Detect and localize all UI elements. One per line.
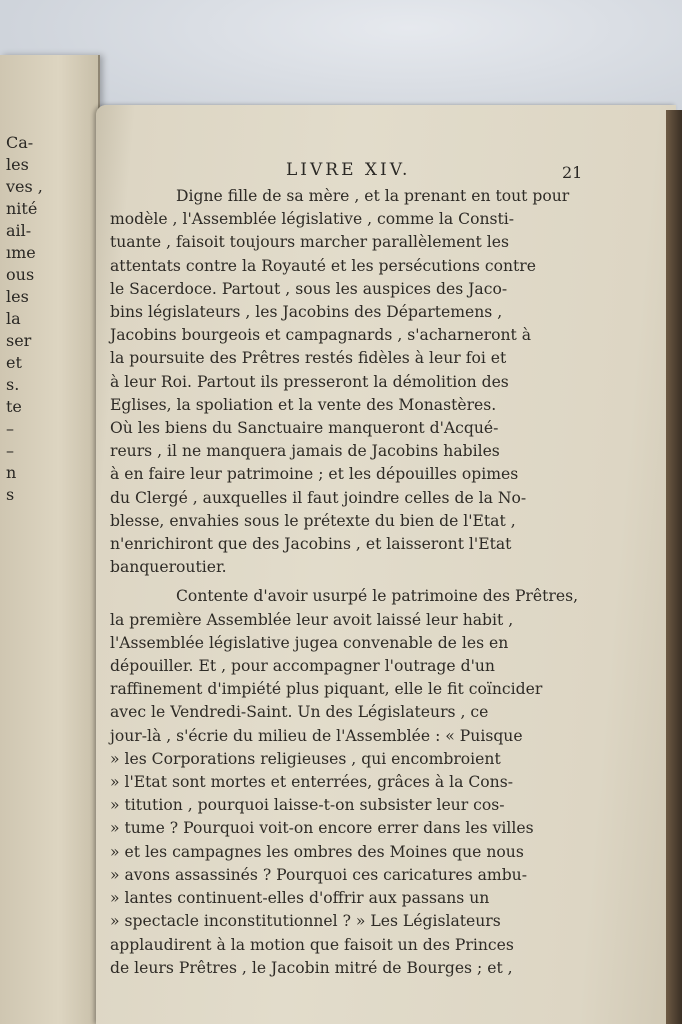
left-page-fragment: ves , (6, 177, 43, 196)
text-line: applaudirent à la motion que faisoit un des Princes (110, 935, 514, 954)
text-line: dépouiller. Et , pour accompagner l'outrage d'un (110, 657, 495, 676)
left-page-fragment: – (6, 419, 14, 438)
text-line: à en faire leur patrimoine ; et les dépouilles opimes (110, 465, 519, 484)
text-line: » spectacle inconstitutionnel ? » Les Législateurs (110, 912, 501, 931)
left-page-fragment: te (6, 397, 22, 416)
text-line: à leur Roi. Partout ils presseront la démolition des (110, 372, 509, 391)
left-page-fragment: s (6, 485, 15, 504)
text-line: Digne fille de sa mère , et la prenant en tout pour (176, 187, 570, 205)
right-page (96, 105, 676, 1024)
text-line: » titution , pourquoi laisse-t-on subsister leur cos- (110, 796, 505, 815)
text-line: modèle , l'Assemblée législative , comme la Consti- (110, 210, 515, 229)
text-line: Contente d'avoir usurpé le patrimoine des Prêtres, (176, 587, 579, 606)
running-header: LIVRE XIV. (286, 160, 411, 180)
left-page-fragment: ıme (6, 243, 36, 262)
text-line: raffinement d'impiété plus piquant, elle le fit coïncider (110, 680, 543, 699)
left-page-fragment: la (6, 309, 21, 328)
text-line: bins législateurs , les Jacobins des Départemens , (110, 303, 503, 322)
left-page-fragment: les (6, 287, 29, 306)
page-number: 21 (562, 163, 583, 182)
text-line: » et les campagnes les ombres des Moines que nous (110, 842, 524, 861)
text-line: Jacobins bourgeois et campagnards , s'acharneront à (110, 326, 532, 345)
text-line: tuante , faisoit toujours marcher parallèlement les (110, 233, 509, 252)
left-page (0, 55, 100, 1024)
text-line: le Sacerdoce. Partout , sous les auspices des Jaco- (110, 279, 508, 298)
text-line: l'Assemblée législative jugea convenable de les en (110, 633, 509, 652)
text-line: reurs , il ne manquera jamais de Jacobins habiles (110, 442, 500, 461)
text-line: jour-là , s'écrie du milieu de l'Assemblée : « Puisque (110, 726, 523, 745)
left-page-fragment: nité (6, 199, 38, 218)
page-text (110, 185, 590, 980)
text-line: blesse, envahies sous le prétexte du bien de l'Etat , (110, 511, 516, 530)
text-line: » avons assassinés ? Pourquoi ces caricatures ambu- (110, 865, 527, 884)
left-page-fragment: ser (6, 331, 32, 350)
left-page-fragment: – (6, 441, 14, 460)
left-page-fragment: ail- (6, 221, 32, 240)
left-page-fragment: n (6, 463, 17, 482)
text-line: Eglises, la spoliation et la vente des Monastères. (110, 395, 497, 414)
text-line: banqueroutier. (110, 558, 227, 577)
left-page-fragment: et (6, 353, 22, 372)
text-line: attentats contre la Royauté et les persécutions contre (110, 256, 536, 275)
left-page-fragment: Ca- (6, 133, 34, 152)
book-edge (666, 110, 682, 1024)
left-page-fragment: ous (6, 265, 35, 284)
text-line: » tume ? Pourquoi voit-on encore errer dans les villes (110, 819, 534, 838)
text-line: avec le Vendredi-Saint. Un des Législateurs , ce (110, 703, 489, 722)
text-line: » lantes continuent-elles d'offrir aux passans un (110, 889, 490, 908)
text-line: n'enrichiront que des Jacobins , et laisseront l'Etat (110, 535, 512, 554)
text-line: la poursuite des Prêtres restés fidèles à leur foi et (110, 349, 507, 368)
left-page-fragment: les (6, 155, 29, 174)
text-line: Où les biens du Sanctuaire manqueront d'Acqué- (110, 419, 499, 438)
left-page-fragment: s. (6, 375, 20, 394)
text-line: de leurs Prêtres , le Jacobin mitré de Bourges ; et , (110, 958, 513, 977)
text-line: la première Assemblée leur avoit laissé leur habit , (110, 610, 514, 629)
text-line: » les Corporations religieuses , qui encombroient (110, 749, 501, 768)
text-line: » l'Etat sont mortes et enterrées, grâces à la Cons- (110, 773, 513, 792)
text-line: du Clergé , auxquelles il faut joindre celles de la No- (110, 488, 527, 507)
